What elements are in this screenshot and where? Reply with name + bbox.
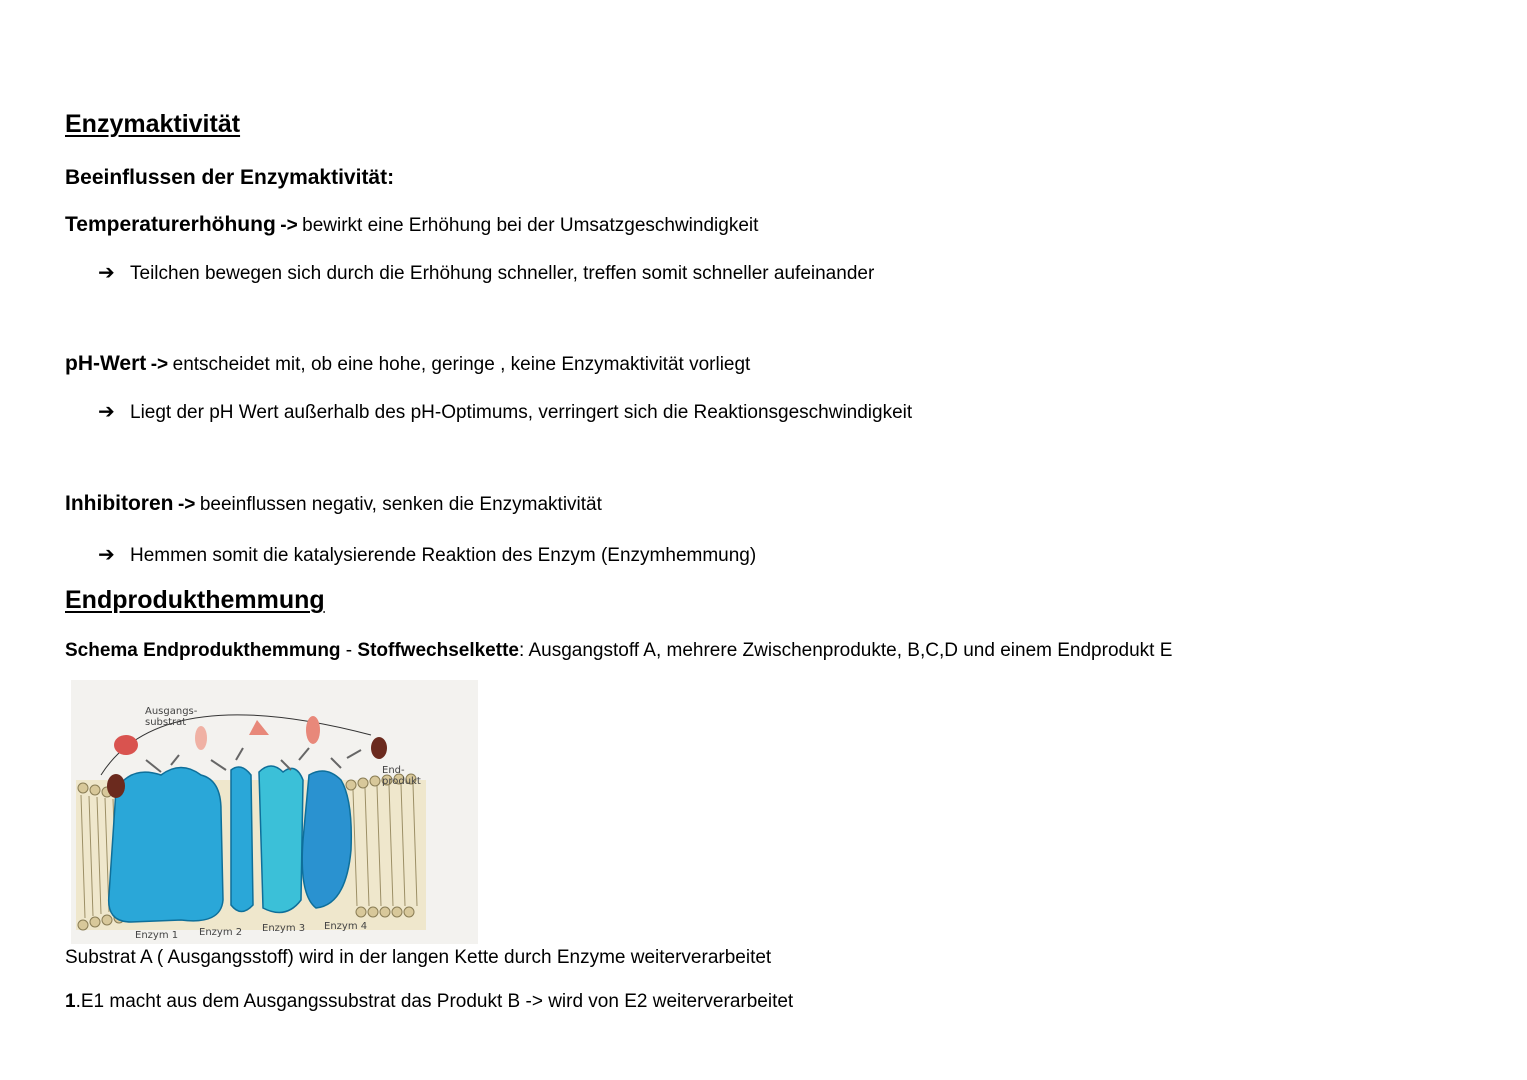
inhibitors-text: beeinflussen negativ, senken die Enzymaktivität: [199, 494, 602, 515]
arrow-right-icon: ➔: [98, 544, 115, 566]
arrow-right-icon: ➔: [98, 401, 115, 423]
temperature-line: [65, 213, 758, 237]
temperature-bullet: [98, 260, 874, 285]
enzyme-2-shape: [231, 767, 253, 912]
heading-endprodukthemmung: Endprodukthemmung: [65, 586, 325, 614]
inhibitors-bullet: [98, 542, 756, 567]
start-label-line1: Ausgangs-: [145, 706, 198, 717]
ph-bullet-text: Liegt der pH Wert außerhalb des pH-Optimums, verringert sich die Reaktionsgeschwindigkeit: [130, 402, 913, 423]
ph-term: pH-Wert: [65, 352, 147, 375]
enzyme-label-4: Enzym 4: [324, 921, 368, 932]
endproduct-molecule: [371, 737, 387, 759]
ph-text: entscheidet mit, ob eine hohe, geringe , keine Enzymaktivität vorliegt: [172, 354, 751, 375]
enzyme-1-shape: [109, 768, 223, 923]
ph-line: [65, 352, 750, 376]
schema-chain-label: Stoffwechselkette: [357, 640, 519, 661]
step-1-text: .E1 macht aus dem Ausgangssubstrat das Produkt B -> wird von E2 weiterverarbeitet: [75, 991, 794, 1012]
substrate-molecule: [114, 735, 138, 755]
end-label-line1: End-: [382, 765, 405, 776]
ph-arrow: ->: [150, 354, 169, 375]
intermediate-b: [195, 726, 207, 750]
schema-sep: -: [340, 640, 358, 661]
feedback-arrow: [101, 715, 371, 775]
enzyme-label-3: Enzym 3: [262, 923, 306, 934]
start-label-line2: substrat: [145, 717, 187, 728]
schema-label: Schema Endprodukthemmung: [65, 640, 341, 661]
temperature-term: Temperaturerhöhung: [65, 213, 276, 236]
step-1-number: 1: [65, 991, 76, 1012]
enzyme-label-1: Enzym 1: [135, 930, 179, 941]
ph-bullet: [98, 399, 912, 424]
schema-line: [65, 640, 1172, 662]
step-1-line: [65, 991, 793, 1013]
enzyme-3-shape: [259, 766, 303, 913]
schema-text: : Ausgangstoff A, mehrere Zwischenprodukte, B,C,D und einem Endprodukt E: [518, 640, 1173, 661]
inhibitors-bullet-text: Hemmen somit die katalysierende Reaktion des Enzym (Enzymhemmung): [130, 545, 757, 566]
enzyme-chain-diagram: [71, 680, 478, 944]
heading-enzymaktivitaet: Enzymaktivität: [65, 110, 241, 138]
temperature-bullet-text: Teilchen bewegen sich durch die Erhöhung schneller, treffen somit schneller aufeinander: [130, 263, 875, 284]
temperature-arrow: ->: [280, 215, 298, 236]
substrate-line: Substrat A ( Ausgangsstoff) wird in der langen Kette durch Enzyme weiterverarbeitet: [65, 947, 772, 968]
arrow-right-icon: ➔: [98, 262, 115, 284]
subheading-beeinflussen: Beeinflussen der Enzymaktivität:: [65, 166, 395, 189]
endprodukthemmung-figure: [71, 680, 478, 944]
inhibitors-line: [65, 492, 602, 516]
enzyme-label-2: Enzym 2: [199, 927, 243, 938]
temperature-text: bewirkt eine Erhöhung bei der Umsatzgeschwindigkeit: [302, 215, 759, 236]
intermediate-d: [306, 716, 320, 744]
endproduct-bound: [107, 774, 125, 798]
intermediate-c: [249, 720, 269, 735]
end-label-line2: produkt: [382, 776, 421, 787]
inhibitors-arrow: ->: [177, 494, 196, 515]
inhibitors-term: Inhibitoren: [65, 492, 174, 515]
